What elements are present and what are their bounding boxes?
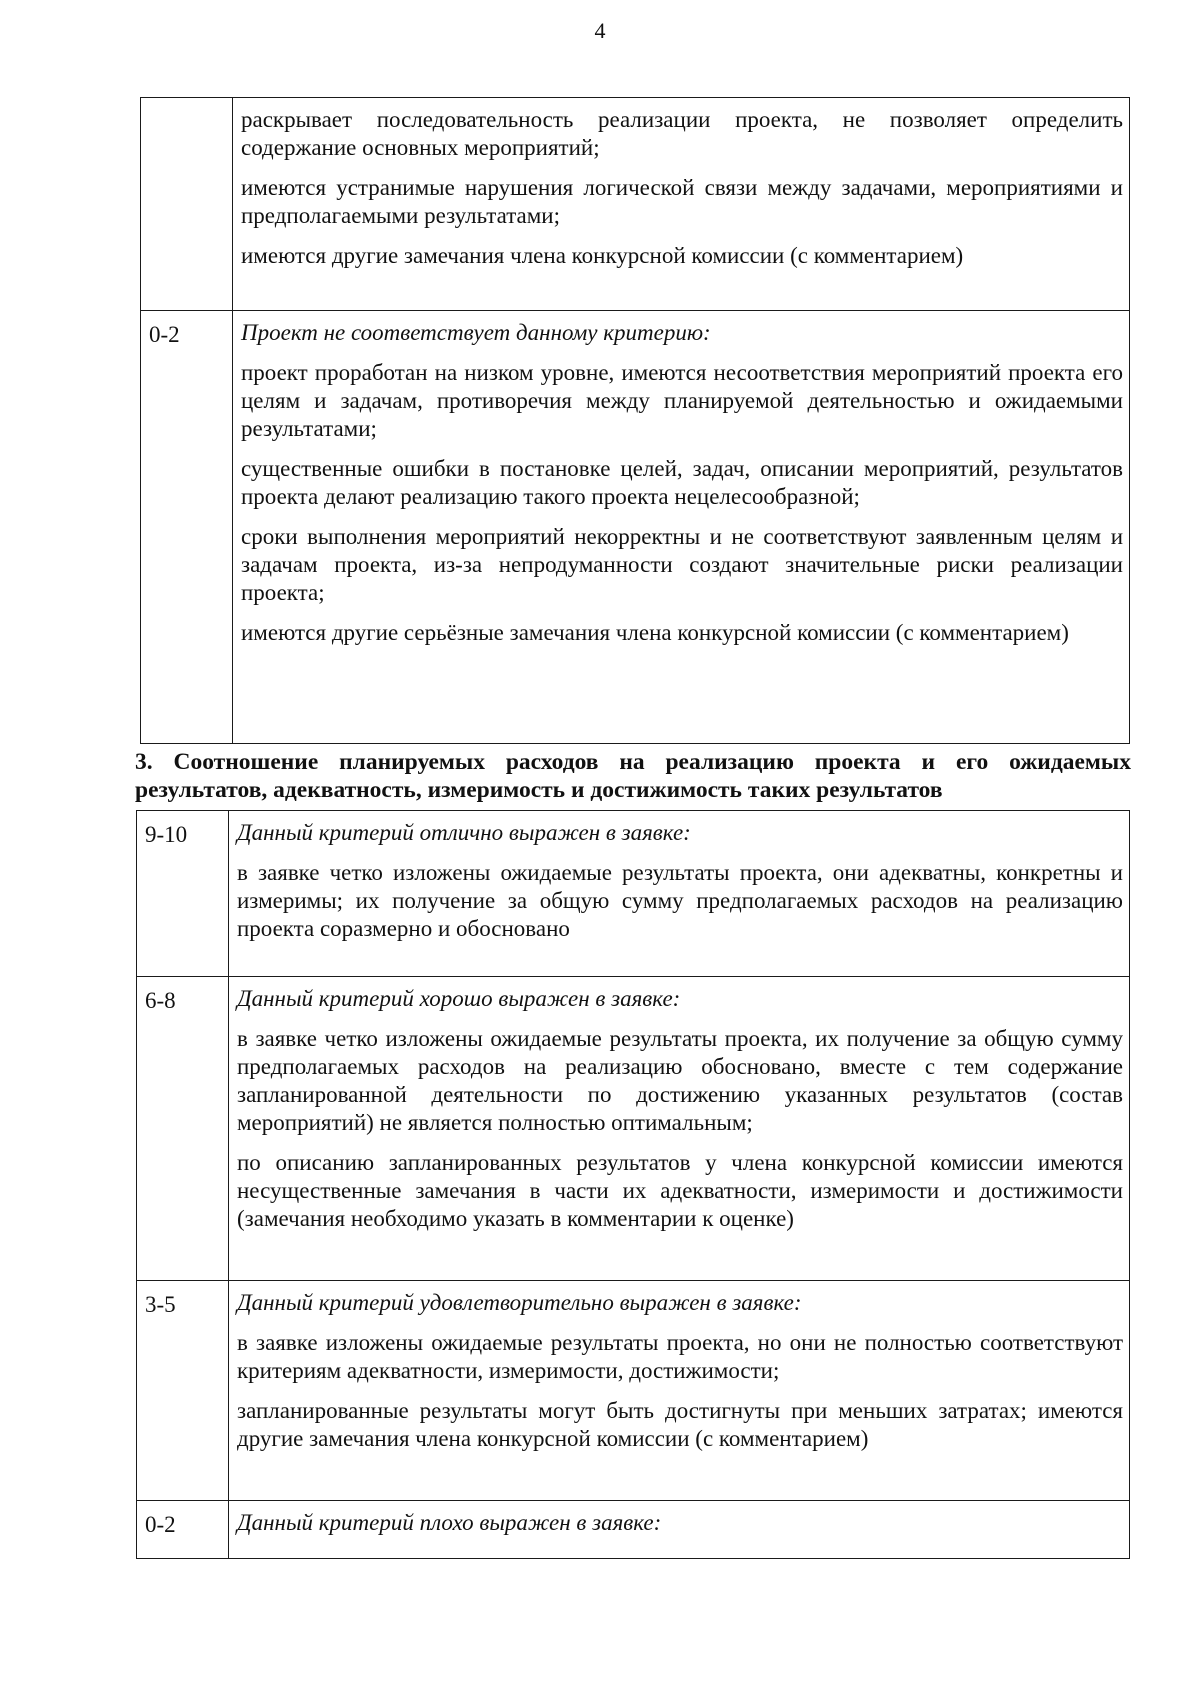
table-row	[137, 977, 1130, 1281]
description-cell	[229, 1501, 1130, 1559]
score-cell: 3-5	[137, 1281, 229, 1501]
criterion-heading: Данный критерий хорошо выражен в заявке:	[237, 986, 681, 1011]
table-row	[137, 1501, 1130, 1559]
criterion-text: имеются другие замечания члена конкурсной комиссии (с комментарием)	[241, 243, 964, 268]
section-title: 3. Соотношение планируемых расходов на реализацию проекта и его ожидаемых результатов, адекватность, измеримость и достижимость таких результатов	[135, 749, 1131, 803]
score-cell: 6-8	[137, 977, 229, 1281]
criterion-text: в заявке изложены ожидаемые результаты проекта, но они не полностью соответствуют критериям адекватности, измеримости, достижимости;	[237, 1330, 1123, 1383]
description-cell	[233, 98, 1130, 311]
criterion-text: имеются устранимые нарушения логической связи между задачами, мероприятиями и предполагаемыми результатами;	[241, 175, 1123, 228]
table-row	[137, 1281, 1130, 1501]
criterion-heading: Данный критерий удовлетворительно выражен в заявке:	[237, 1290, 802, 1315]
criteria-table-top	[140, 97, 1130, 744]
criterion-text: проект проработан на низком уровне, имеются несоответствия мероприятий проекта его целям и задачам, противоречия между планируемой деятельностью и ожидаемыми результатами;	[241, 360, 1123, 441]
criterion-heading: Данный критерий плохо выражен в заявке:	[237, 1510, 662, 1535]
description-cell	[233, 311, 1130, 744]
criterion-text: по описанию запланированных результатов у члена конкурсной комиссии имеются несущественные замечания в части их адекватности, измеримости и достижимости (замечания необходимо указать в комментарии к оценке)	[237, 1150, 1123, 1231]
page-number: 4	[594, 18, 606, 43]
criterion-text: сроки выполнения мероприятий некорректны и не соответствуют заявленным целям и задачам проекта, из-за непродуманности создают значительные риски реализации проекта;	[241, 524, 1123, 605]
score-cell: 9-10	[137, 811, 229, 977]
score-cell	[141, 98, 233, 311]
criterion-heading: Данный критерий отлично выражен в заявке:	[237, 820, 691, 845]
criterion-heading: Проект не соответствует данному критерию:	[241, 320, 711, 345]
criterion-text: в заявке четко изложены ожидаемые результаты проекта, их получение за общую сумму предполагаемых расходов на реализацию обосновано, вместе с тем содержание запланированной деятельности по достижению указанных результатов (состав мероприятий) не является полностью оптимальным;	[237, 1026, 1123, 1135]
score-cell: 0-2	[137, 1501, 229, 1559]
criterion-text: существенные ошибки в постановке целей, задач, описании мероприятий, результатов проекта делают реализацию такого проекта нецелесообразной;	[241, 456, 1123, 509]
criterion-text: в заявке четко изложены ожидаемые результаты проекта, они адекватны, конкретны и измеримы; их получение за общую сумму предполагаемых расходов на реализацию проекта соразмерно и обосновано	[237, 860, 1123, 941]
score-cell: 0-2	[141, 311, 233, 744]
description-cell	[229, 977, 1130, 1281]
criterion-text: имеются другие серьёзные замечания члена конкурсной комиссии (с комментарием)	[241, 620, 1069, 645]
criterion-text: запланированные результаты могут быть достигнуты при меньших затратах; имеются другие замечания члена конкурсной комиссии (с комментарием)	[237, 1398, 1123, 1451]
description-cell	[229, 811, 1130, 977]
description-cell	[229, 1281, 1130, 1501]
table-row	[137, 811, 1130, 977]
criterion-text: раскрывает последовательность реализации проекта, не позволяет определить содержание основных мероприятий;	[241, 107, 1123, 160]
criteria-table-section-3	[136, 810, 1130, 1559]
table-row	[141, 98, 1130, 311]
table-row	[141, 311, 1130, 744]
